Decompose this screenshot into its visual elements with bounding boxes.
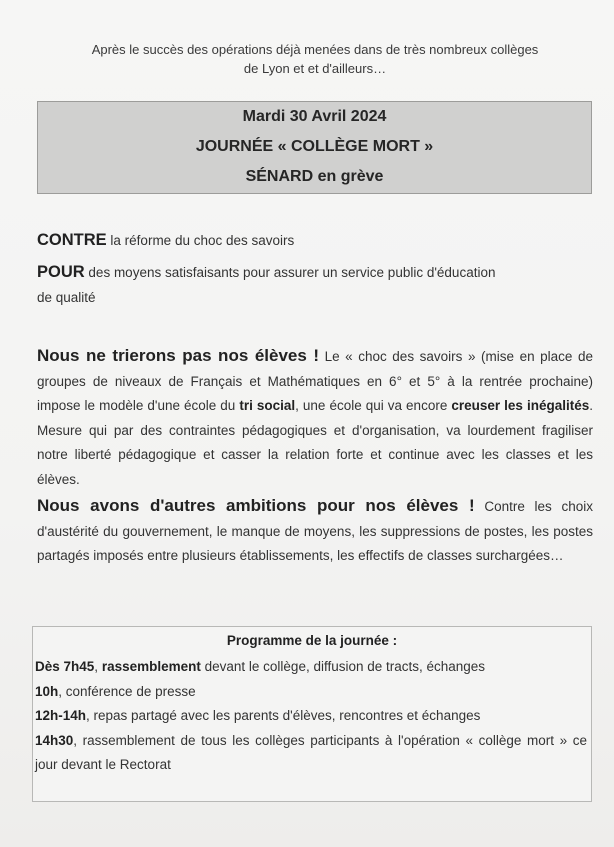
programme-box xyxy=(32,626,592,802)
programme-item-time: 12h-14h xyxy=(35,708,87,723)
paragraph-tri-text-1: Le « choc des savoirs » (mise en place de groupes de niveaux de Français et Mathématiques en 6° et 5° à la rentrée prochaine) impose le modèle d'une école du xyxy=(37,349,593,413)
inegalites-emphasis: creuser les inégalités xyxy=(451,398,590,413)
paragraph-tri-lead: Nous ne trierons pas nos élèves ! xyxy=(37,346,320,365)
programme-item-time: 10h xyxy=(35,683,59,699)
programme-item xyxy=(35,729,587,778)
paragraph-tri xyxy=(37,344,593,492)
event-date: Mardi 30 Avril 2024 xyxy=(242,108,387,125)
programme-item-text: , rassemblement de tous les collèges participants à l'opération « collège mort » ce jour devant le Rectorat xyxy=(35,732,587,772)
programme-item-text: , conférence de presse xyxy=(58,683,196,699)
programme-item-text: , repas partagé avec les parents d'élèves, rencontres et échanges xyxy=(86,708,481,723)
contre-text: la réforme du choc des savoirs xyxy=(106,233,295,248)
contre-keyword: CONTRE xyxy=(37,231,107,249)
programme-item xyxy=(35,655,587,680)
event-title: JOURNÉE « COLLÈGE MORT » xyxy=(195,138,434,155)
paragraph-tri-text-3: . Mesure qui par des contraintes pédagogiques et d'organisation, va lourdement fragiliser notre liberté pédagogique et casser la relation forte et continue avec les classes et les élèves. xyxy=(37,398,593,487)
paragraph-tri-text-2: , une école qui va encore xyxy=(295,398,452,413)
pour-text: des moyens satisfaisants pour assurer un service public d'éducation xyxy=(84,265,496,280)
programme-item-emphasis: rassemblement xyxy=(101,659,201,674)
programme-list xyxy=(35,655,587,778)
programme-title: Programme de la journée : xyxy=(226,633,398,648)
intro-line-1: Après le succès des opérations déjà menées dans de très nombreux collèges xyxy=(91,42,539,57)
tri-social-emphasis: tri social xyxy=(239,398,296,413)
programme-item-sep: , xyxy=(94,659,102,674)
paragraph-ambitions xyxy=(37,494,593,569)
contre-line xyxy=(37,227,597,254)
programme-item xyxy=(35,680,587,705)
strike-notice: SÉNARD en grève xyxy=(245,168,384,185)
pour-keyword: POUR xyxy=(37,263,85,281)
programme-item-text: devant le collège, diffusion de tracts, échanges xyxy=(200,659,486,674)
intro-line-2: de Lyon et et d'ailleurs… xyxy=(243,61,387,76)
programme-item-time: 14h30 xyxy=(35,732,74,748)
intro-text xyxy=(30,40,600,78)
programme-item xyxy=(35,704,587,729)
pour-line xyxy=(37,259,597,286)
event-header-box xyxy=(37,101,592,194)
pour-line-2: de qualité xyxy=(37,290,96,305)
paragraph-ambitions-lead: Nous avons d'autres ambitions pour nos élèves ! xyxy=(37,496,475,515)
paragraph-ambitions-text: Contre les choix d'austérité du gouvernement, le manque de moyens, les suppressions de postes, les postes partagés imposés entre plusieurs établissements, les effectifs de classes surchargées… xyxy=(37,499,593,563)
programme-item-time: Dès 7h45 xyxy=(35,659,95,674)
